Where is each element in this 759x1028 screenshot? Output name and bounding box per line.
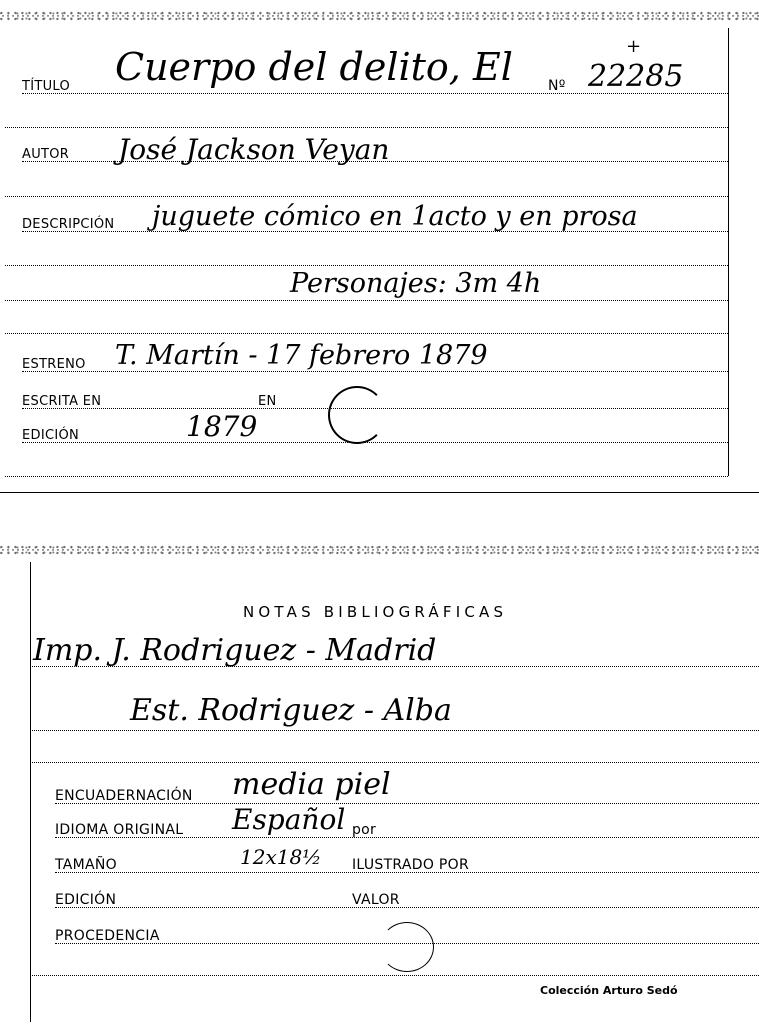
escrita-label: ESCRITA EN [22, 394, 102, 409]
edicion-label: EDICIÓN [22, 428, 80, 443]
rule-line [30, 975, 759, 976]
por-label: por [352, 822, 377, 838]
edicion-value: 1879 [186, 410, 258, 443]
rule-line [5, 333, 728, 334]
encuadernacion-value: media piel [232, 767, 391, 802]
catalog-card-top [0, 0, 759, 495]
estreno-value: T. Martín - 17 febrero 1879 [115, 340, 488, 371]
notas-heading: NOTAS BIBLIOGRÁFICAS [243, 603, 508, 621]
rule-line [5, 196, 728, 197]
procedencia-label: PROCEDENCIA [55, 928, 160, 944]
punch-hole-mark [380, 922, 434, 972]
collection-credit: Colección Arturo Sedó [540, 984, 678, 997]
card-right-border [728, 28, 729, 476]
estreno-label: ESTRENO [22, 357, 86, 372]
idioma-label: IDIOMA ORIGINAL [55, 822, 184, 838]
edicion-label-2: EDICIÓN [55, 892, 117, 908]
idioma-value: Español [232, 803, 346, 836]
rule-line [5, 127, 728, 128]
titulo-value: Cuerpo del delito, El [115, 45, 513, 89]
valor-label: VALOR [352, 892, 400, 908]
card-left-border [30, 562, 31, 1022]
tamano-value: 12x18½ [240, 845, 322, 869]
notes-line-2: Est. Rodriguez - Alba [130, 693, 452, 728]
rule-line [5, 265, 728, 266]
edicion-line [22, 442, 728, 443]
descripcion-value: juguete cómico en 1acto y en prosa [152, 201, 638, 232]
ilustrado-label: ILUSTRADO POR [352, 857, 469, 873]
notes-line-1: Imp. J. Rodriguez - Madrid [33, 633, 437, 668]
autor-label: AUTOR [22, 147, 70, 162]
descripcion-label: DESCRIPCIÓN [22, 217, 115, 232]
en-label: EN [258, 394, 277, 409]
numero-label: Nº [548, 78, 566, 94]
edicion-line-2 [55, 907, 759, 908]
numero-value: 22285 [588, 59, 684, 94]
tamano-label: TAMAÑO [55, 857, 117, 873]
rule-line [30, 666, 759, 667]
rule-line [30, 762, 759, 763]
idioma-line [55, 837, 759, 838]
autor-value: José Jackson Veyan [118, 133, 390, 166]
catalog-card-bottom [0, 540, 759, 1028]
rule-line [5, 476, 728, 477]
encuadernacion-label: ENCUADERNACIÓN [55, 788, 193, 804]
rule-line [5, 300, 728, 301]
card-top-edge-noise [0, 10, 759, 22]
card-bottom-edge-noise [0, 544, 759, 556]
estreno-line [22, 371, 728, 372]
plus-mark: + [626, 36, 642, 57]
rule-line [30, 730, 759, 731]
card-bottom-edge [0, 492, 759, 493]
punch-hole-mark [328, 386, 386, 444]
personajes-value: Personajes: 3m 4h [290, 268, 542, 299]
encuadernacion-line [55, 803, 759, 804]
titulo-label: TÍTULO [22, 79, 71, 94]
